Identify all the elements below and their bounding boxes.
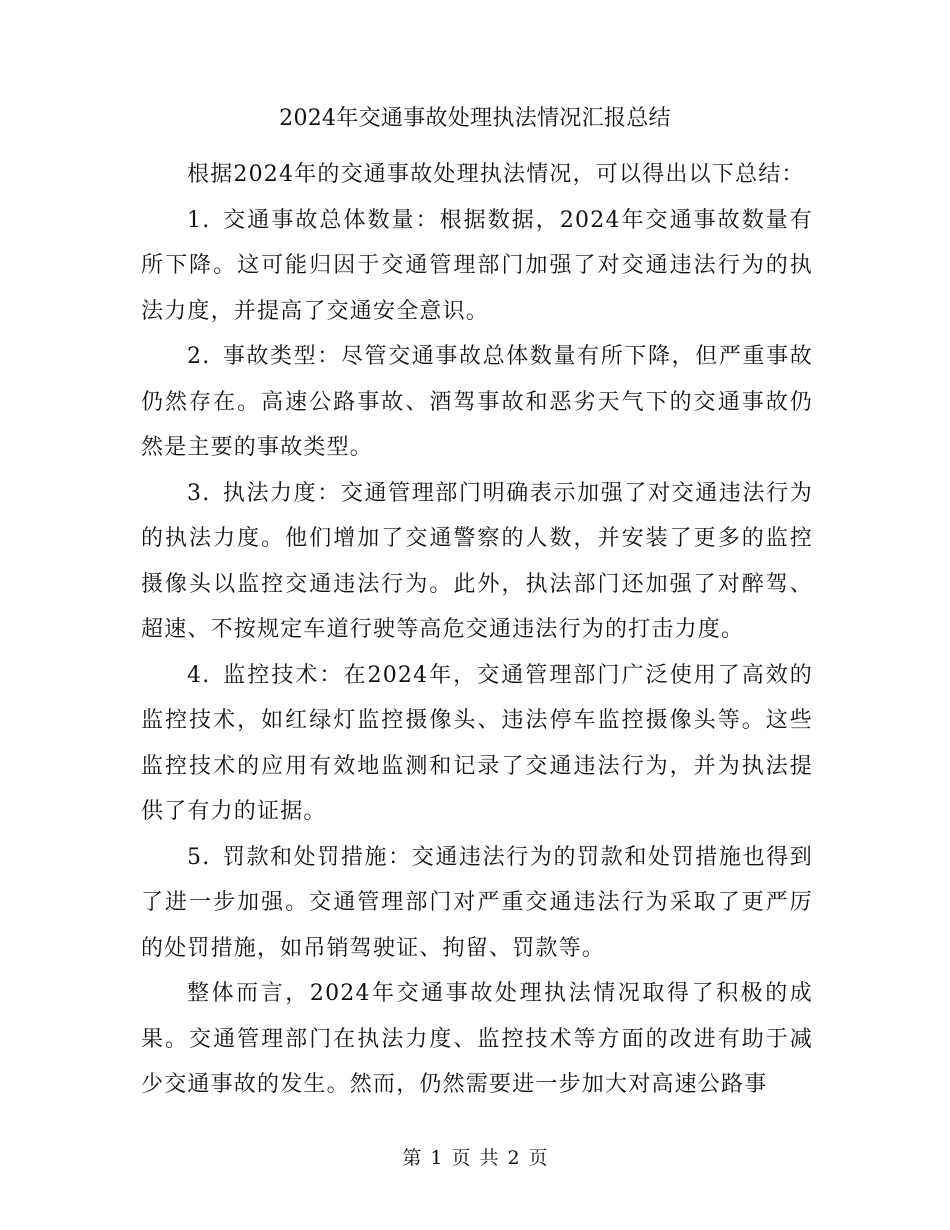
list-item-text: 事故类型：尽管交通事故总体数量有所下降，但严重事故仍然存在。高速公路事故、酒驾事故和恶劣天气下的交通事故仍然是主要的事故类型。	[141, 344, 813, 460]
list-item	[141, 471, 813, 653]
document-body	[141, 152, 813, 1108]
list-item	[141, 653, 813, 835]
conclusion-paragraph: 整体而言，2024年交通事故处理执法情况取得了积极的成果。交通管理部门在执法力度、监控技术等方面的改进有助于减少交通事故的发生。然而，仍然需要进一步加大对高速公路事	[141, 981, 813, 1097]
list-item	[141, 334, 813, 471]
list-item-text: 罚款和处罚措施：交通违法行为的罚款和处罚措施也得到了进一步加强。交通管理部门对严重交通违法行为采取了更严厉的处罚措施，如吊销驾驶证、拘留、罚款等。	[141, 844, 813, 961]
document-title: 2024年交通事故处理执法情况汇报总结	[279, 106, 671, 131]
list-item-text: 执法力度：交通管理部门明确表示加强了对交通违法行为的执法力度。他们增加了交通警察的人数，并安装了更多的监控摄像头以监控交通违法行为。此外，执法部门还加强了对醉驾、超速、不按规定车道行驶等高危交通违法行为的打击力度。	[141, 480, 813, 642]
list-item-number: 1.	[187, 207, 211, 233]
list-item	[141, 198, 813, 335]
intro-paragraph: 根据2024年的交通事故处理执法情况，可以得出以下总结：	[187, 162, 805, 187]
page-number-footer: 第 1 页 共 2 页	[402, 1147, 548, 1169]
list-item-number: 3.	[187, 480, 211, 506]
list-item-text: 交通事故总体数量：根据数据，2024年交通事故数量有所下降。这可能归因于交通管理部门加强了对交通违法行为的执法力度，并提高了交通安全意识。	[141, 207, 813, 324]
list-item-number: 2.	[187, 344, 211, 369]
list-item-number: 4.	[187, 662, 211, 688]
list-item-text: 监控技术：在2024年，交通管理部门广泛使用了高效的监控技术，如红绿灯监控摄像头、违法停车监控摄像头等。这些监控技术的应用有效地监测和记录了交通违法行为，并为执法提供了有力的证据。	[141, 662, 813, 824]
list-item	[141, 835, 813, 972]
list-item-number: 5.	[187, 844, 211, 870]
